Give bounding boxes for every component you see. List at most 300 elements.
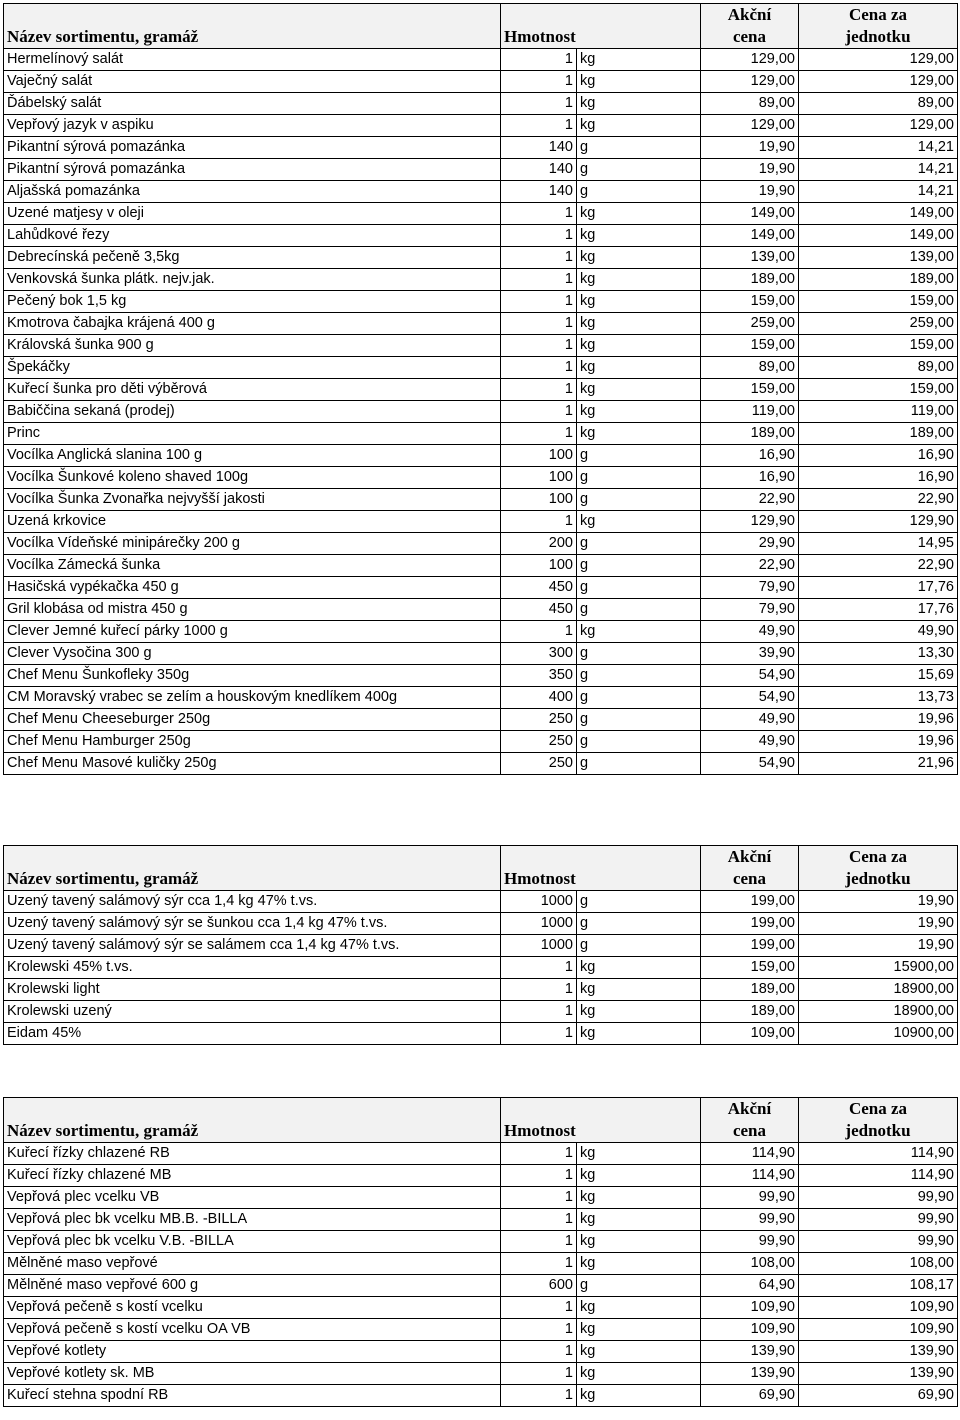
product-unit: g <box>577 935 701 957</box>
product-unit-price: 139,90 <box>799 1341 958 1363</box>
product-quantity: 1 <box>501 1023 577 1045</box>
header-weight-spacer <box>577 846 701 891</box>
product-unit: g <box>577 137 701 159</box>
table-row <box>4 291 958 313</box>
product-name: Krolewski uzený <box>4 1001 501 1023</box>
product-unit-price: 18900,00 <box>799 1001 958 1023</box>
product-unit-price: 129,00 <box>799 49 958 71</box>
product-unit: g <box>577 709 701 731</box>
table-row <box>4 159 958 181</box>
product-quantity: 1 <box>501 1385 577 1407</box>
product-unit-price: 16,90 <box>799 445 958 467</box>
product-quantity: 140 <box>501 137 577 159</box>
product-name: Babiččina sekaná (prodej) <box>4 401 501 423</box>
product-unit-price: 10900,00 <box>799 1023 958 1045</box>
product-unit: kg <box>577 1341 701 1363</box>
product-unit-price: 159,00 <box>799 379 958 401</box>
product-quantity: 1000 <box>501 891 577 913</box>
product-unit: kg <box>577 203 701 225</box>
product-quantity: 1 <box>501 979 577 1001</box>
product-unit-price: 19,90 <box>799 891 958 913</box>
header-weight: Hmotnost <box>501 1098 577 1143</box>
product-name: Uzené matjesy v oleji <box>4 203 501 225</box>
product-name: Kmotrova čabajka krájená 400 g <box>4 313 501 335</box>
product-price: 16,90 <box>701 445 799 467</box>
product-unit: kg <box>577 115 701 137</box>
product-price: 108,00 <box>701 1253 799 1275</box>
product-price: 129,00 <box>701 49 799 71</box>
product-quantity: 1 <box>501 957 577 979</box>
header-name: Název sortimentu, gramáž <box>4 846 501 891</box>
product-quantity: 1 <box>501 1001 577 1023</box>
product-unit: kg <box>577 1231 701 1253</box>
product-unit: g <box>577 489 701 511</box>
product-quantity: 1 <box>501 269 577 291</box>
table-row <box>4 687 958 709</box>
product-quantity: 250 <box>501 753 577 775</box>
header-per-unit <box>799 4 958 49</box>
product-price: 189,00 <box>701 269 799 291</box>
product-quantity: 450 <box>501 577 577 599</box>
product-price: 22,90 <box>701 489 799 511</box>
product-price: 159,00 <box>701 291 799 313</box>
table-row <box>4 753 958 775</box>
product-quantity: 1 <box>501 1253 577 1275</box>
product-name: Vepřová pečeně s kostí vcelku <box>4 1297 501 1319</box>
product-price: 139,90 <box>701 1341 799 1363</box>
table-row <box>4 115 958 137</box>
product-unit-price: 15900,00 <box>799 957 958 979</box>
product-name: Královská šunka 900 g <box>4 335 501 357</box>
product-quantity: 100 <box>501 467 577 489</box>
table-row <box>4 577 958 599</box>
header-name: Název sortimentu, gramáž <box>4 4 501 49</box>
product-name: Uzený tavený salámový sýr se šunkou cca 1,4 kg 47% t.vs. <box>4 913 501 935</box>
product-unit: kg <box>577 357 701 379</box>
product-price: 79,90 <box>701 577 799 599</box>
header-per-unit-line1: Cena za <box>848 1099 908 1118</box>
product-price: 49,90 <box>701 709 799 731</box>
product-name: Vocílka Šunkové koleno shaved 100g <box>4 467 501 489</box>
product-unit-price: 19,96 <box>799 709 958 731</box>
product-unit: g <box>577 159 701 181</box>
header-per-unit-line2: jednotku <box>845 27 911 46</box>
product-unit: g <box>577 445 701 467</box>
header-per-unit-line2: jednotku <box>845 869 911 888</box>
product-unit: g <box>577 555 701 577</box>
product-name: Vepřová plec vcelku VB <box>4 1187 501 1209</box>
product-price: 189,00 <box>701 979 799 1001</box>
product-name: Gril klobása od mistra 450 g <box>4 599 501 621</box>
product-price: 109,90 <box>701 1319 799 1341</box>
header-per-unit-line1: Cena za <box>848 5 908 24</box>
product-price: 189,00 <box>701 1001 799 1023</box>
product-name: Vepřová plec bk vcelku V.B. -BILLA <box>4 1231 501 1253</box>
product-name: Vepřová plec bk vcelku MB.B. -BILLA <box>4 1209 501 1231</box>
product-price: 199,00 <box>701 891 799 913</box>
table-row <box>4 621 958 643</box>
product-name: Vaječný salát <box>4 71 501 93</box>
product-unit-price: 99,90 <box>799 1187 958 1209</box>
product-price: 139,00 <box>701 247 799 269</box>
product-price: 149,00 <box>701 203 799 225</box>
product-name: Aljašská pomazánka <box>4 181 501 203</box>
header-price-line1: Akční <box>727 5 772 24</box>
table-row <box>4 1297 958 1319</box>
product-unit-price: 19,90 <box>799 913 958 935</box>
product-name: Uzená krkovice <box>4 511 501 533</box>
product-price: 129,00 <box>701 71 799 93</box>
header-per-unit <box>799 846 958 891</box>
product-name: Pikantní sýrová pomazánka <box>4 137 501 159</box>
product-quantity: 1 <box>501 335 577 357</box>
header-weight: Hmotnost <box>501 846 577 891</box>
product-quantity: 1 <box>501 621 577 643</box>
product-unit: kg <box>577 335 701 357</box>
product-unit-price: 16,90 <box>799 467 958 489</box>
table-row <box>4 313 958 335</box>
table-row <box>4 137 958 159</box>
table-row <box>4 445 958 467</box>
table-row <box>4 1209 958 1231</box>
product-quantity: 140 <box>501 181 577 203</box>
product-unit-price: 89,00 <box>799 357 958 379</box>
product-unit: kg <box>577 957 701 979</box>
product-unit: g <box>577 665 701 687</box>
product-name: Kuřecí šunka pro děti výběrová <box>4 379 501 401</box>
header-row <box>4 4 958 49</box>
product-quantity: 600 <box>501 1275 577 1297</box>
header-price-line1: Akční <box>727 1099 772 1118</box>
table-row <box>4 49 958 71</box>
product-unit: g <box>577 181 701 203</box>
table-row <box>4 401 958 423</box>
product-unit: kg <box>577 269 701 291</box>
product-unit: g <box>577 643 701 665</box>
product-name: Špekáčky <box>4 357 501 379</box>
table-row <box>4 467 958 489</box>
product-name: Vepřová pečeně s kostí vcelku OA VB <box>4 1319 501 1341</box>
product-unit-price: 49,90 <box>799 621 958 643</box>
header-per-unit-line2: jednotku <box>845 1121 911 1140</box>
product-unit-price: 14,95 <box>799 533 958 555</box>
product-unit: g <box>577 913 701 935</box>
product-name: Clever Vysočina 300 g <box>4 643 501 665</box>
table-row <box>4 1165 958 1187</box>
product-quantity: 1 <box>501 203 577 225</box>
product-price: 109,00 <box>701 1023 799 1045</box>
product-name: Eidam 45% <box>4 1023 501 1045</box>
product-unit: kg <box>577 423 701 445</box>
product-unit: kg <box>577 621 701 643</box>
product-price: 199,00 <box>701 913 799 935</box>
product-unit-price: 69,90 <box>799 1385 958 1407</box>
product-name: Mělněné maso vepřové <box>4 1253 501 1275</box>
header-weight-spacer <box>577 4 701 49</box>
table-row <box>4 913 958 935</box>
table-row <box>4 1363 958 1385</box>
product-unit: g <box>577 753 701 775</box>
product-quantity: 350 <box>501 665 577 687</box>
product-price: 129,00 <box>701 115 799 137</box>
product-unit-price: 129,00 <box>799 71 958 93</box>
product-price: 149,00 <box>701 225 799 247</box>
product-unit-price: 139,00 <box>799 247 958 269</box>
product-price: 119,00 <box>701 401 799 423</box>
product-unit-price: 159,00 <box>799 335 958 357</box>
product-unit-price: 13,30 <box>799 643 958 665</box>
product-quantity: 1 <box>501 49 577 71</box>
product-quantity: 1 <box>501 1319 577 1341</box>
product-unit-price: 189,00 <box>799 269 958 291</box>
product-price: 29,90 <box>701 533 799 555</box>
product-name: Chef Menu Hamburger 250g <box>4 731 501 753</box>
product-quantity: 1 <box>501 1187 577 1209</box>
product-unit: kg <box>577 225 701 247</box>
product-quantity: 1 <box>501 379 577 401</box>
product-price: 159,00 <box>701 379 799 401</box>
header-per-unit <box>799 1098 958 1143</box>
header-weight-spacer <box>577 1098 701 1143</box>
product-price: 64,90 <box>701 1275 799 1297</box>
product-quantity: 300 <box>501 643 577 665</box>
product-name: Uzený tavený salámový sýr se salámem cca 1,4 kg 47% t.vs. <box>4 935 501 957</box>
table-row <box>4 203 958 225</box>
product-name: Chef Menu Cheeseburger 250g <box>4 709 501 731</box>
product-name: Vocílka Anglická slanina 100 g <box>4 445 501 467</box>
product-quantity: 1 <box>501 357 577 379</box>
table-row <box>4 1341 958 1363</box>
price-table-deli <box>3 3 958 775</box>
product-quantity: 1 <box>501 115 577 137</box>
product-price: 139,90 <box>701 1363 799 1385</box>
product-price: 22,90 <box>701 555 799 577</box>
product-price: 159,00 <box>701 957 799 979</box>
product-quantity: 1 <box>501 247 577 269</box>
product-unit: g <box>577 577 701 599</box>
table-row <box>4 1023 958 1045</box>
table-row <box>4 379 958 401</box>
product-unit-price: 149,00 <box>799 203 958 225</box>
product-unit: g <box>577 1275 701 1297</box>
table-row <box>4 935 958 957</box>
price-table-cheese <box>3 845 958 1045</box>
product-name: Mělněné maso vepřové 600 g <box>4 1275 501 1297</box>
table-row <box>4 979 958 1001</box>
product-name: CM Moravský vrabec se zelím a houskovým knedlíkem 400g <box>4 687 501 709</box>
product-quantity: 1 <box>501 93 577 115</box>
table-row <box>4 1001 958 1023</box>
product-unit: kg <box>577 379 701 401</box>
table-row <box>4 1275 958 1297</box>
product-unit: g <box>577 687 701 709</box>
product-unit-price: 17,76 <box>799 599 958 621</box>
product-quantity: 250 <box>501 731 577 753</box>
table-row <box>4 335 958 357</box>
header-price-line2: cena <box>732 1121 767 1140</box>
product-unit: kg <box>577 1319 701 1341</box>
product-unit: kg <box>577 313 701 335</box>
product-price: 114,90 <box>701 1165 799 1187</box>
product-unit: kg <box>577 1143 701 1165</box>
product-name: Vocílka Zámecká šunka <box>4 555 501 577</box>
product-unit-price: 259,00 <box>799 313 958 335</box>
product-unit: g <box>577 533 701 555</box>
product-quantity: 140 <box>501 159 577 181</box>
product-unit: kg <box>577 979 701 1001</box>
product-unit-price: 129,90 <box>799 511 958 533</box>
header-price <box>701 4 799 49</box>
table-row <box>4 957 958 979</box>
table-row <box>4 1385 958 1407</box>
product-price: 54,90 <box>701 687 799 709</box>
table-row <box>4 1231 958 1253</box>
product-unit: kg <box>577 1209 701 1231</box>
product-price: 99,90 <box>701 1231 799 1253</box>
table-row <box>4 247 958 269</box>
product-name: Uzený tavený salámový sýr cca 1,4 kg 47% t.vs. <box>4 891 501 913</box>
product-price: 39,90 <box>701 643 799 665</box>
table-row <box>4 731 958 753</box>
product-quantity: 400 <box>501 687 577 709</box>
product-unit-price: 189,00 <box>799 423 958 445</box>
product-unit-price: 21,96 <box>799 753 958 775</box>
product-unit-price: 139,90 <box>799 1363 958 1385</box>
product-quantity: 250 <box>501 709 577 731</box>
table-row <box>4 489 958 511</box>
product-name: Vocílka Vídeňské minipárečky 200 g <box>4 533 501 555</box>
product-name: Kuřecí řízky chlazené MB <box>4 1165 501 1187</box>
product-price: 49,90 <box>701 731 799 753</box>
product-unit: g <box>577 731 701 753</box>
header-price-line1: Akční <box>727 847 772 866</box>
product-name: Chef Menu Šunkofleky 350g <box>4 665 501 687</box>
product-unit: kg <box>577 401 701 423</box>
product-name: Vepřové kotlety sk. MB <box>4 1363 501 1385</box>
product-quantity: 1 <box>501 1341 577 1363</box>
header-price-line2: cena <box>732 27 767 46</box>
product-price: 159,00 <box>701 335 799 357</box>
product-unit: kg <box>577 1297 701 1319</box>
product-unit: kg <box>577 1023 701 1045</box>
product-price: 99,90 <box>701 1187 799 1209</box>
product-unit-price: 99,90 <box>799 1209 958 1231</box>
product-quantity: 1 <box>501 291 577 313</box>
product-unit-price: 17,76 <box>799 577 958 599</box>
product-unit-price: 15,69 <box>799 665 958 687</box>
product-price: 19,90 <box>701 137 799 159</box>
product-quantity: 1 <box>501 1143 577 1165</box>
product-unit-price: 89,00 <box>799 93 958 115</box>
product-unit-price: 159,00 <box>799 291 958 313</box>
product-unit: kg <box>577 71 701 93</box>
product-unit-price: 22,90 <box>799 489 958 511</box>
product-unit-price: 19,96 <box>799 731 958 753</box>
product-quantity: 1 <box>501 313 577 335</box>
product-price: 54,90 <box>701 753 799 775</box>
product-unit-price: 108,00 <box>799 1253 958 1275</box>
product-price: 19,90 <box>701 159 799 181</box>
product-price: 89,00 <box>701 357 799 379</box>
table-row <box>4 357 958 379</box>
table-row <box>4 891 958 913</box>
table-row <box>4 665 958 687</box>
table-row <box>4 423 958 445</box>
product-price: 16,90 <box>701 467 799 489</box>
product-price: 19,90 <box>701 181 799 203</box>
table-row <box>4 1319 958 1341</box>
product-quantity: 100 <box>501 489 577 511</box>
table-row <box>4 93 958 115</box>
header-row <box>4 1098 958 1143</box>
product-name: Pikantní sýrová pomazánka <box>4 159 501 181</box>
product-name: Kuřecí stehna spodní RB <box>4 1385 501 1407</box>
table-row <box>4 709 958 731</box>
product-unit: kg <box>577 511 701 533</box>
product-unit: kg <box>577 49 701 71</box>
product-unit-price: 114,90 <box>799 1143 958 1165</box>
table-row <box>4 643 958 665</box>
product-name: Vocílka Šunka Zvonařka nejvyšší jakosti <box>4 489 501 511</box>
product-quantity: 1 <box>501 1231 577 1253</box>
product-unit-price: 99,90 <box>799 1231 958 1253</box>
product-name: Lahůdkové řezy <box>4 225 501 247</box>
product-price: 69,90 <box>701 1385 799 1407</box>
product-quantity: 100 <box>501 555 577 577</box>
product-quantity: 1 <box>501 1297 577 1319</box>
product-name: Chef Menu Masové kuličky 250g <box>4 753 501 775</box>
header-price-line2: cena <box>732 869 767 888</box>
product-name: Vepřové kotlety <box>4 1341 501 1363</box>
table-row <box>4 1143 958 1165</box>
product-unit-price: 19,90 <box>799 935 958 957</box>
product-name: Vepřový jazyk v aspiku <box>4 115 501 137</box>
product-price: 199,00 <box>701 935 799 957</box>
table-row <box>4 225 958 247</box>
product-unit: kg <box>577 1363 701 1385</box>
product-unit: kg <box>577 1187 701 1209</box>
product-quantity: 200 <box>501 533 577 555</box>
table-row <box>4 533 958 555</box>
product-unit-price: 14,21 <box>799 137 958 159</box>
product-unit: kg <box>577 1385 701 1407</box>
product-name: Krolewski light <box>4 979 501 1001</box>
product-name: Venkovská šunka plátk. nejv.jak. <box>4 269 501 291</box>
product-quantity: 450 <box>501 599 577 621</box>
product-unit: g <box>577 599 701 621</box>
product-price: 54,90 <box>701 665 799 687</box>
product-name: Hermelínový salát <box>4 49 501 71</box>
product-quantity: 1 <box>501 401 577 423</box>
product-unit-price: 109,90 <box>799 1319 958 1341</box>
product-unit-price: 18900,00 <box>799 979 958 1001</box>
product-name: Ďábelský salát <box>4 93 501 115</box>
product-unit: g <box>577 467 701 489</box>
product-price: 129,90 <box>701 511 799 533</box>
product-quantity: 1 <box>501 225 577 247</box>
product-quantity: 100 <box>501 445 577 467</box>
product-quantity: 1000 <box>501 935 577 957</box>
product-name: Clever Jemné kuřecí párky 1000 g <box>4 621 501 643</box>
product-unit: kg <box>577 247 701 269</box>
product-quantity: 1 <box>501 1165 577 1187</box>
table-row <box>4 269 958 291</box>
header-weight: Hmotnost <box>501 4 577 49</box>
product-unit-price: 13,73 <box>799 687 958 709</box>
header-name: Název sortimentu, gramáž <box>4 1098 501 1143</box>
product-price: 114,90 <box>701 1143 799 1165</box>
price-table-meat <box>3 1097 958 1407</box>
